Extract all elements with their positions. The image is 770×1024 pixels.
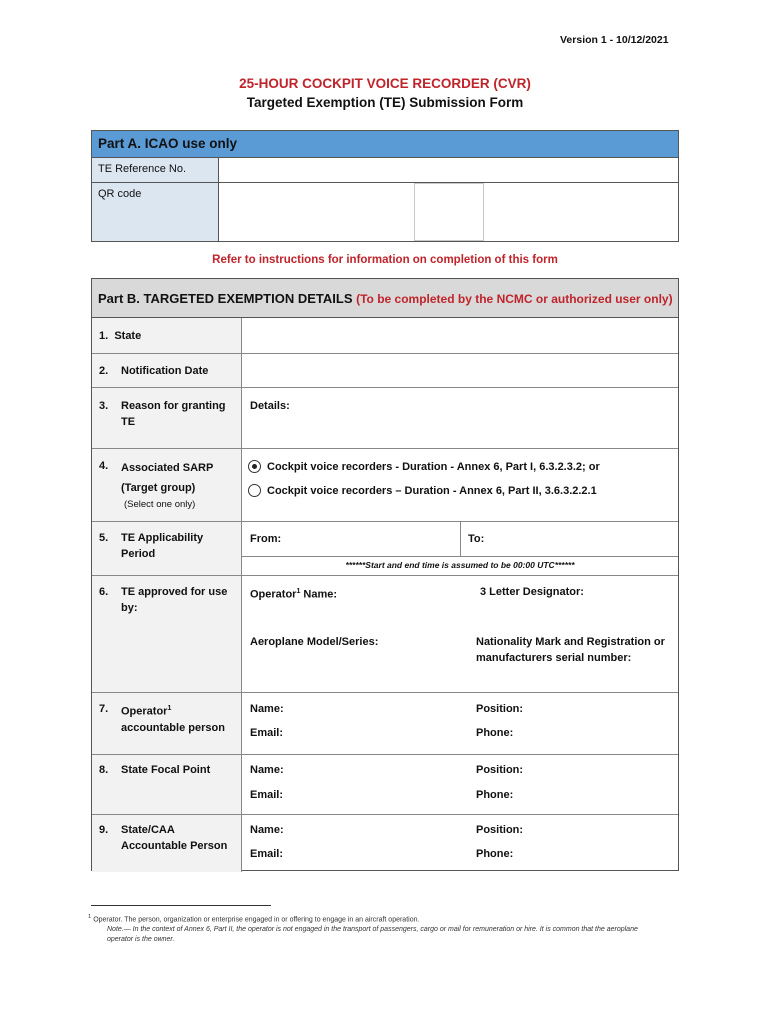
nationality-label: Nationality Mark and Registration or manufacturers serial number: [476,636,665,664]
row5-label: TE Applicability Period [121,532,204,560]
details-label: Details: [250,400,290,412]
te-reference-label: TE Reference No. [92,158,219,183]
form-subtitle: Targeted Exemption (TE) Submission Form [246,95,524,110]
operator-person-email-label: Email: [250,727,284,739]
part-b-heading [92,279,678,318]
row6-number: 6. [99,586,109,598]
row7-number: 7. [99,703,109,715]
row8-label: State Focal Point [121,764,211,776]
part-b-table [91,278,679,871]
caa-person-email-label: Email: [250,848,284,860]
designator-label: 3 Letter Designator: [480,586,584,598]
qr-code-label: QR code [92,183,219,241]
notification-date-field[interactable] [243,354,678,386]
select-one-hint: (Select one only) [124,499,196,510]
row5-number: 5. [99,532,109,544]
footnote-divider [91,905,271,906]
row1-label: 1. State [99,330,142,342]
sarp-option-2-radio[interactable] [248,484,261,497]
aeroplane-model-label: Aeroplane Model/Series: [250,636,379,648]
sarp-option-2-label: Cockpit voice recorders – Duration - Annex 6, Part II, 3.6.3.2.2.1 [267,485,597,497]
caa-person-name-label: Name: [250,824,284,836]
focal-point-name-label: Name: [250,764,284,776]
qr-code-box [414,183,484,241]
row7-label: Operator$^1$ accountable person [121,705,225,734]
operator-person-phone-label: Phone: [476,727,514,739]
row2-label: Notification Date [121,365,209,377]
footnote [88,912,688,925]
state-field[interactable] [243,319,678,352]
row2-number: 2. [99,365,109,377]
row4-number: 4. [99,460,109,472]
footnote-marker: 1 [88,914,92,920]
from-label: From: [250,533,282,545]
operator-person-position-label: Position: [476,703,524,715]
row9-number: 9. [99,824,109,836]
focal-point-phone-label: Phone: [476,789,514,801]
operator-person-name-label: Name: [250,703,284,715]
sarp-option-1-label: Cockpit voice recorders - Duration - Annex 6, Part I, 6.3.2.3.2; or [267,461,600,473]
period-divider [460,521,461,556]
refer-instructions: Refer to instructions for information on completion of this form [212,254,558,266]
focal-point-email-label: Email: [250,789,284,801]
operator-name-label: Operator$^1$ Name: [250,588,338,601]
sarp-option-1-radio[interactable] [248,460,261,473]
footnote-line2: Note.— In the context of Annex 6, Part II, the operator is not engaged in the transport of passengers, cargo or mail for remuneration or hire. It is common that the aeroplane [107,926,638,933]
part-b-title: Part B. TARGETED EXEMPTION DETAILS [98,291,353,306]
utc-note: ******Start and end time is assumed to be 00:00 UTC****** [345,560,575,570]
te-reference-field[interactable] [219,158,678,183]
part-a-heading: Part A. ICAO use only [92,131,678,158]
row4-label: Associated SARP (Target group) [121,462,214,494]
caa-person-position-label: Position: [476,824,524,836]
footnote-line3: operator is the owner. [107,936,175,943]
row6-label: TE approved for use by: [121,586,228,614]
row9-label: State/CAA Accountable Person [121,824,228,852]
to-label: To: [468,533,485,545]
form-title: 25-HOUR COCKPIT VOICE RECORDER (CVR) [239,76,531,91]
footnote-note [107,925,697,945]
part-b-instruction: (To be completed by the NCMC or authorized user only) [356,292,673,306]
caa-person-phone-label: Phone: [476,848,514,860]
footnote-line1: Operator. The person, organization or enterprise engaged in or offering to engage in an aircraft operation. [93,916,420,924]
version-label: Version 1 - 10/12/2021 [560,34,669,46]
part-a-table [91,130,679,242]
row8-number: 8. [99,764,109,776]
row3-label: Reason for granting TE [121,400,226,428]
focal-point-position-label: Position: [476,764,524,776]
row3-number: 3. [99,400,109,412]
